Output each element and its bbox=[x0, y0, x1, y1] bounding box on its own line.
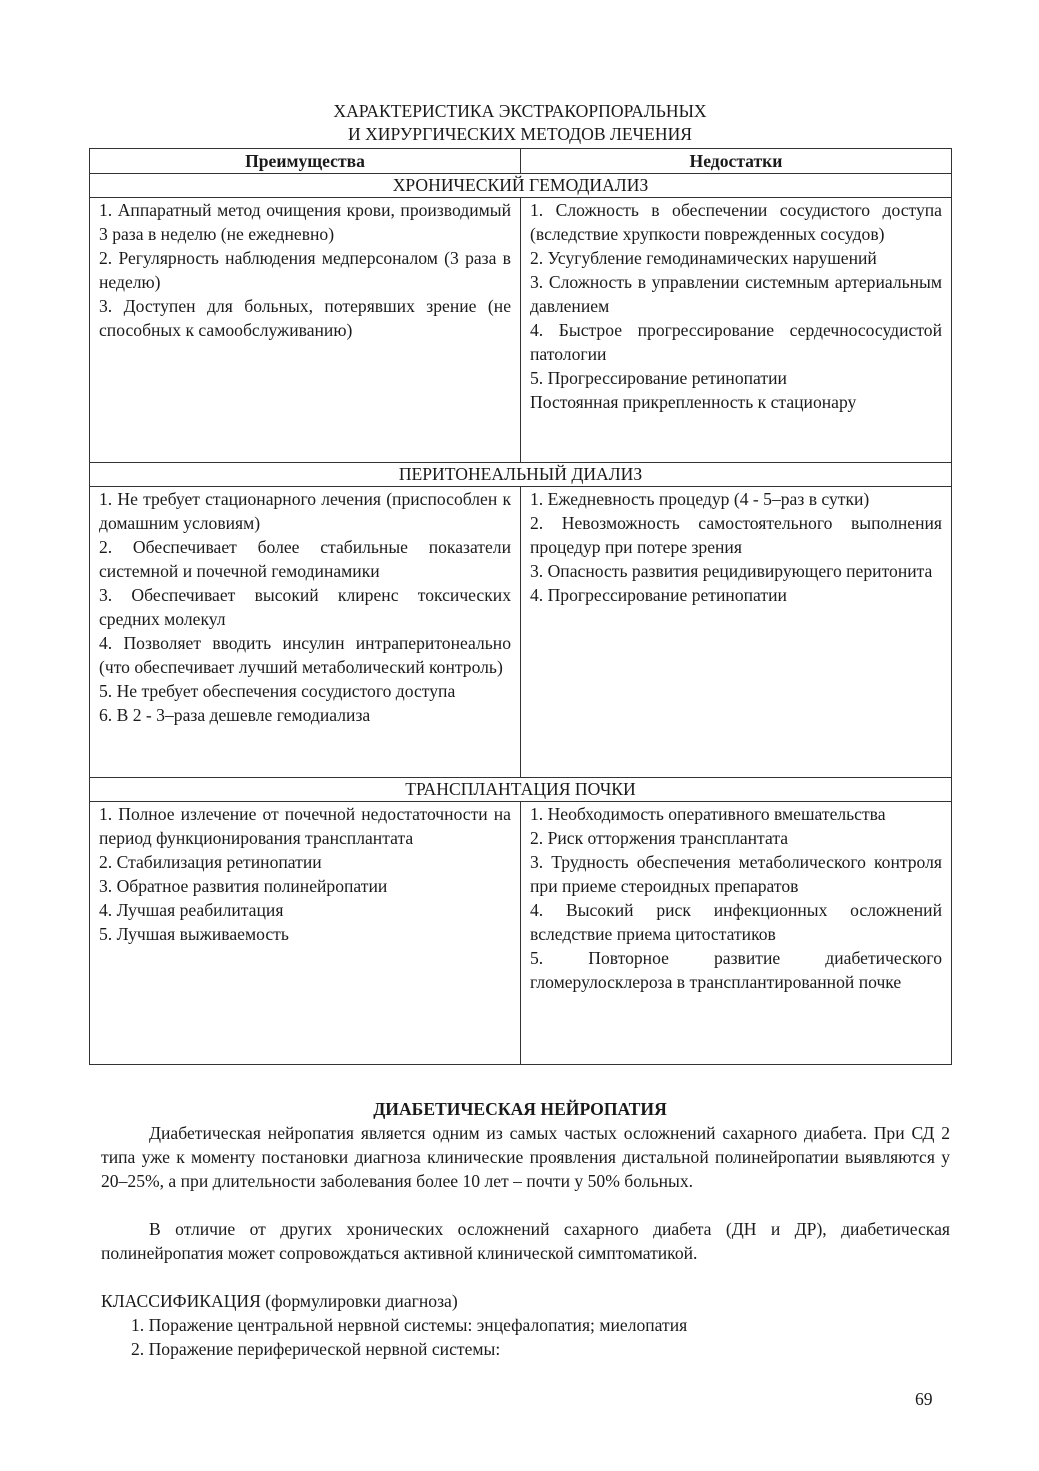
list-item: 5. Лучшая выживаемость bbox=[99, 924, 289, 944]
list-item: 1. Не требует стационарного лечения (приспособлен к домашним условиям) bbox=[99, 489, 511, 533]
list-item: 5. Не требует обеспечения сосудистого доступа bbox=[99, 681, 456, 701]
classification-heading: КЛАССИФИКАЦИЯ (формулировки диагноза) bbox=[101, 1291, 458, 1311]
list-item: 4. Прогрессирование ретинопатии bbox=[530, 585, 787, 605]
list-item: 3. Сложность в управлении системным артериальным давлением bbox=[530, 272, 942, 316]
page-number: 69 bbox=[915, 1389, 933, 1409]
table-title-line-2: И ХИРУРГИЧЕСКИХ МЕТОДОВ ЛЕЧЕНИЯ bbox=[347, 124, 693, 144]
list-item: 1. Полное излечение от почечной недостаточности на период функционирования трансплантата bbox=[99, 804, 511, 848]
advantages-cell bbox=[90, 198, 521, 463]
advantages-cell bbox=[90, 487, 521, 778]
list-item: 1. Поражение центральной нервной системы: энцефалопатия; миелопатия bbox=[131, 1315, 688, 1335]
list-item: 3. Трудность обеспечения метаболического контроля при приеме стероидных препаратов bbox=[530, 852, 942, 896]
section-row-peritoneal bbox=[90, 463, 952, 487]
section-row-transplant bbox=[90, 778, 952, 802]
list-item: 4. Позволяет вводить инсулин интраперитонеально (что обеспечивает лучший метаболический контроль) bbox=[99, 633, 511, 677]
section-title: ТРАНСПЛАНТАЦИЯ ПОЧКИ bbox=[90, 778, 952, 802]
list-item: 2. Регулярность наблюдения медперсоналом (3 раза в неделю) bbox=[99, 248, 511, 292]
list-item: 2. Обеспечивает более стабильные показатели системной и почечной гемодинамики bbox=[99, 537, 511, 581]
classification-list bbox=[131, 1313, 687, 1361]
list-item: 2. Риск отторжения трансплантата bbox=[530, 828, 789, 848]
disadvantages-cell bbox=[521, 487, 952, 778]
list-item: 2. Усугубление гемодинамических нарушений bbox=[530, 248, 877, 268]
section-title: ХРОНИЧЕСКИЙ ГЕМОДИАЛИЗ bbox=[90, 174, 952, 198]
list-item: 6. В 2 - 3–раза дешевле гемодиализа bbox=[99, 705, 371, 725]
header-advantages: Преимущества bbox=[90, 149, 521, 174]
list-item: 1. Необходимость оперативного вмешательства bbox=[530, 804, 886, 824]
paragraph-1: Диабетическая нейропатия является одним из самых частых осложнений сахарного диабета. При СД 2 типа уже к моменту постановки диагноза клинические проявления дистальной полинейропатии выявляются у 20–25%, а при длительности заболевания более 10 лет – почти у 50% больных. bbox=[101, 1123, 950, 1191]
list-item: 5. Прогрессирование ретинопатии bbox=[530, 368, 787, 388]
list-item: 5. Повторное развитие диабетического гломерулосклероза в трансплантированной почке bbox=[530, 948, 942, 992]
section-heading: ДИАБЕТИЧЕСКАЯ НЕЙРОПАТИЯ bbox=[373, 1099, 667, 1119]
section-title: ПЕРИТОНЕАЛЬНЫЙ ДИАЛИЗ bbox=[90, 463, 952, 487]
list-item: 4. Лучшая реабилитация bbox=[99, 900, 284, 920]
list-item: 4. Быстрое прогрессирование сердечнососудистой патологии bbox=[530, 320, 942, 364]
list-item: Постоянная прикрепленность к стационару bbox=[530, 392, 857, 412]
section-row-hemodialysis bbox=[90, 174, 952, 198]
list-item: 2. Поражение периферической нервной системы: bbox=[131, 1339, 501, 1359]
list-item: 3. Доступен для больных, потерявших зрение (не способных к самообслуживанию) bbox=[99, 296, 511, 340]
list-item: 1. Аппаратный метод очищения крови, производимый 3 раза в неделю (не ежедневно) bbox=[99, 200, 511, 244]
header-disadvantages: Недостатки bbox=[521, 149, 952, 174]
table-title-line-1: ХАРАКТЕРИСТИКА ЭКСТРАКОРПОРАЛЬНЫХ bbox=[333, 101, 707, 121]
table-row bbox=[90, 802, 952, 1065]
list-item: 1. Ежедневность процедур (4 - 5–раз в сутки) bbox=[530, 489, 870, 509]
list-item: 1. Сложность в обеспечении сосудистого доступа (вследствие хрупкости поврежденных сосудов) bbox=[530, 200, 942, 244]
disadvantages-cell bbox=[521, 802, 952, 1065]
advantages-cell bbox=[90, 802, 521, 1065]
table-row bbox=[90, 198, 952, 463]
methods-table bbox=[89, 148, 952, 1065]
list-item: 4. Высокий риск инфекционных осложнений вследствие приема цитостатиков bbox=[530, 900, 942, 944]
table-header-row bbox=[90, 149, 952, 174]
list-item: 3. Опасность развития рецидивирующего перитонита bbox=[530, 561, 933, 581]
disadvantages-cell bbox=[521, 198, 952, 463]
list-item: 3. Обратное развития полинейропатии bbox=[99, 876, 388, 896]
table-row bbox=[90, 487, 952, 778]
list-item: 2. Невозможность самостоятельного выполнения процедур при потере зрения bbox=[530, 513, 942, 557]
list-item: 3. Обеспечивает высокий клиренс токсических средних молекул bbox=[99, 585, 511, 629]
list-item: 2. Стабилизация ретинопатии bbox=[99, 852, 322, 872]
paragraph-2: В отличие от других хронических осложнений сахарного диабета (ДН и ДР), диабетическая полинейропатия может сопровождаться активной клинической симптоматикой. bbox=[101, 1219, 950, 1263]
table-title bbox=[90, 100, 950, 146]
